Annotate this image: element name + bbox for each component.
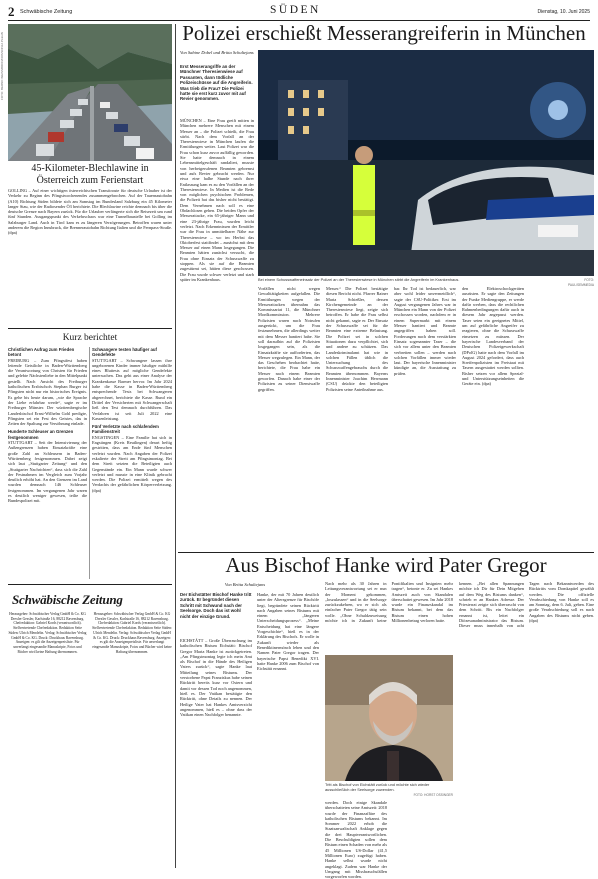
brief-title: Kurz berichtet [62,333,118,343]
brief-item-3-body: STUTTGART – Schwangere lassen ihre ungeborenen Kinder immer häufiger mithilfe eines Bluttests auf mögliche Gendefekte untersuchen. Das geht aus einer Analyse der Krankenkasse Barmer hervor. Im Jahr 2024 habe die Kasse in Baden-Württemberg entsprechende Tests bei Schwangeren abgerechnet, berichtete die Kasse. Rund ein Drittel der Versicherten mit Schwangerschaft ließ den Test demnach durchführen. Das Verfahren ist seit Juli 2022 eine Kassenleistung. [92,357,172,421]
bishop-photo-credit: FOTO: HORST OSSINGER [413,793,453,797]
bishop-col-4b [391,800,453,866]
police-photo-caption: Bei einem Schusswaffeneinsatz der Polizei an der Theresienwiese in München stirbt die Angreiferin im Krankenhaus. [258,277,460,282]
bishop-col-3-top: Nach mehr als 30 Jahren in Leitungsverantwortung sei er nun der Moment gekommen, „loszulassen“ und in die Seelsorge zurückzukehren, wo er sich als einfacher Pater Gregor tätig sein wolle. „Ohne Schuldzuweisung möchte ich in Zukunft keine Pontifikalien und Insignien mehr tragen“, betonte er. Zu sei Hankes Amtszeit auch von Skandalen überschattet gewesen. Im Jahr 2018 wurde ein Finanzskandal im Bistum bekannt, bei dem das Bistum einen hohen Millionenbetrag verloren hatte. [325,581,453,624]
bishop-lead: Der Eichstätter Bischof Hanke tritt zurück. Er begründet diesen Schritt mit Schwund nach der Seelsorge. Doch das ist wohl nicht der einzige Grund. [180,592,252,619]
bishop-body: EICHSTÄTT – Große Überraschung im katholischen Bistum Eichstätt: Bischof Gregor Maria Hanke ist zurückgetreten. „Am Pfingstmontag legte ich mein Amt als Bischof in die Hände des Heiligen Vaters zurück“, sagte Hanke laut Mitteilung seines Bistums. Der verstorbene Papst Franziskus habe seinen Rücktritt bereits kurz vor Ostern und damit vor dessen Tod noch angenommen, hieß es. Der Vatikan bestätigte den Rücktritt, ohne Details zu nennen. Der Heilige Vater hat Hankes Amtsverzicht angenommen, hieß es – ohne dass der Vatikan einen Nachfolger benannte. [180,638,252,718]
bishop-col-5: kennen. „Bei allen Spannungen möchte ich Dir für Dein Mitgehen auf dem Weg des Bistums danken“, schrieb er an Hankes Adresse. Der Priesterrat zeigte sich überrascht von dem Schritt. Bis ein Nachfolger ernannt ist, leitet ein Diözesanadministrator das Bistum. Dieser muss innerhalb von acht Tagen nach Bekanntwerden des Rücktritts vom Domkapitel gewählt werden. Die offizielle Verabschiedung von Hanke soll es am Sonntag, dem 6. Juli, geben. Eine große Verabschiedung soll es nach Angaben des Bistums nicht geben. (dpa) [459,581,594,629]
police-scene-image [258,50,594,276]
bishop-portrait-image [325,655,453,781]
brief-item-3-head: Schwangere testen häufiger auf Gendefekte [92,347,157,358]
brief-item-1-body: FREIBURG – Zum Pfingstfest haben leitende Geistliche in Baden-Württemberg die Verantwortung von Christen für Frieden und gelebte Nächstenliebe in den Mittelpunkt gestellt. Nach Ansicht des Freiburger katholischen Erzbischofs Stephan Burger ist Pfingsten nicht nur ein historisches Ereignis. Es gehe bis heute darum, „wie die Sprache der Liebe erfahrbar werde“, sagte er im Freiburger Münster. Der württembergische Landesbischof Ernst-Wilhelm Gohl predigte, Pfingsten sei ein Fest des Geistes, das in Zeiten der Spaltung zur Versöhnung einlade. [8,357,87,427]
brief-item-2-head: Hunderte Schleuser an Grenzen festgenommen [8,429,74,440]
police-col-4: Messer.“ Die Polizei bestätigte diesen Bericht nicht. Pfarrer Rainer Maria Schießler, dessen Kirchengemeinde an der Theresienwiese liegt, zeigte sich betroffen. Er habe die Frau selbst nicht gekannt, sagte er. Der Einsatz der Schusswaffe sei für die Beamten eine extreme Belastung. Die Polizei sei in solchen Situationen dazu verpflichtet, sich und andere zu schützen. Das Landeskriminalamt hat wie in solchen Fällen üblich die Untersuchung des Schusswaffengebrauchs durch die Beamten übernommen. Bayerns Innenminister Joachim Herrmann (CSU) drückte den beteiligten Polizisten seine Anteilnahme aus. [326,286,388,392]
brief-item-4-body: ENGSTINGEN – Eine Familie hat sich in Engstingen (Kreis Reutlingen) derart heftig gestritten, dass am Ende fünf Menschen verletzt wurden. Nach Angaben der Polizei eskalierte der Streit am Pfingstmontag. Bei dem Streit setzten die Beteiligten auch Gegenstände ein. Ein Mann wurde schwer verletzt und musste in eine Klinik gebracht werden. Die Polizei ermittelt wegen des Verdachts der gefährlichen Körperverletzung. (dpa) [92,434,172,493]
bishop-photo-caption: Tritt als Bischof von Eichstätt zurück und möchte sich wieder ausschließlich der Seelsorge zuwenden. [325,782,430,792]
brief-item-2-body: STUTTGART – Seit der Intensivierung der Außengrenzen haben Einsatzkräfte eine große Zahl an Schleusern in Baden-Württemberg festgenommen. Dabei zeigt sich laut „Stuttgarter Zeitung“ und den „Stuttgarter Nachrichten“, dass sich die Zahl der Festnahmen im Vergleich zum Vorjahr deutlich erhöht hat. An den Grenzen im Land wurden demnach 146 Schleuser festgenommen. Im vergangenen Jahr waren es deutlich weniger gewesen, teilte die Bundespolizei mit. [8,440,87,504]
imprint-text-left: Herausgeber: Schwäbischer Verlag GmbH & Co. KG Drexler Gessler, Karlstraße 16, 88212 Ravensburg. Chefredaktion: Gabriel Kords (verantwortlich). Stellvertretende Chefredaktion. Redaktion Seite Süden: Ulrich Mendelin. Verlag: Schwäbischer Verlag GmbH & Co. KG. Druck: Druckhaus Ravensburg. Anzeigen: es gilt die Anzeigenpreisliste. Für unverlangt eingesandte Manuskripte, Fotos und Bücher wird keine Haftung übernommen. [8,612,87,654]
brief-rule-top [8,328,172,329]
traffic-body: GOLLING – Auf einer wichtigen österreichischen Transitroute für deutsche Urlauber ist der Verkehr zu Beginn des Pfingstwochenendes zusammengebrochen. Auf der Tauernautobahn (A10) Richtung Süden bildete sich am Samstag im Bundesland Salzburg ein 45 Kilometer langer Stau, wie der Radiosender Ö3 berichtete. Die Blechlawine reichte demnach bis über die deutsche Grenze nach Bayern zurück. Für die Urlauber verlängerte sich die Reisezeit um rund fünf Stunden. Ausgangspunkt des Verkehrschaos war eine Tunnelbaustelle bei Golling im Salzburger Land. Auch in Tirol kam es zu längeren Verzögerungen. Betroffen waren unter anderem die Region Innsbruck, die Brennerautobahn Richtung Italien und die Fernpass-Straße. (dpa) [8,188,172,236]
bishop-col-4: werden. Doch einige Skandale überschatteten seine Amtszeit: 2018 wurde der Finanzaffäre des katholischen Bistums bekannt. Im Sommer 2022 erhob die Staatsanwaltschaft Anklage gegen die drei Hauptverantwortlichen. Die Beschuldigten sollen dem Bistum einen Schaden von mehr als 45 Millionen US-Dollar (41,5 Millionen Euro) zugefügt haben. Hanke selbst wurde nicht angeklagt. Zudem war Hanke der Umgang mit Missbrauchsfällen vorgeworfen worden. [325,800,387,879]
brief-item-4-head: Fünf Verletzte nach schlafendem Familienstreit [92,424,159,435]
imprint-logo: Schwäbische Zeitung [12,592,123,607]
police-col-6: den Elektroschockgeräten ausrüsten. Er sagte den Zeitungen der Funke Mediengruppe, er werde dafür werben, dass die rechtlichen Rahmenbedingungen dafür auch in diesem Jahr angepasst werden. Taser seien ein geeignetes Mittel, um auf gefährliche Angreifer zu reagieren, ohne die Schusswaffe einsetzen zu müssen. Der bayerische Landesverband der Deutschen Polizeigewerkschaft (DPolG) hatte nach dem Vorfall im August 2024 gefordert, dass auch Streifenpolizisten im Freistaat mit Tasern ausgestattet werden sollten. Bisher setzen vor allem Spezial- und Unterstützungseinheiten die Geräte ein. (dpa) [462,286,524,387]
police-col-5: bar. Ihr Tod ist bedauerlich, war aber wohl leider unvermeidlich“, sagte der CSU-Politiker. Erst im August vergangenen Jahres war in München ein Mann von der Polizei erschossen worden, nachdem er in einem Supermarkt mit einem Messer hantiert und Beamte angegriffen haben soll. Forderungen nach dem verstärkten Einsatz sogenannter Taser – die sich vor allem unter den Beamten verbreiten sollen – werden nach solchen Vorfällen immer wieder laut. Der bayerische Innenminister kündigte an, die Ausstattung zu prüfen. [394,286,456,376]
police-headline: Polizei erschießt Messerangreiferin in München [182,21,586,45]
police-col-7 [530,286,594,548]
main-column-divider [175,24,176,868]
traffic-jam-image [8,24,172,161]
section-title: SÜDEN [270,4,321,16]
bishop-byline: Von Britta Schultejans [224,582,266,587]
brief-column-divider [89,347,90,579]
paper-name: Schwäbische Zeitung [20,9,73,15]
traffic-jam-photo [8,24,172,161]
imprint-text-right: Herausgeber: Schwäbischer Verlag GmbH & Co. KG Drexler Gessler, Karlstraße 16, 88212 Ravensburg. Chefredaktion: Gabriel Kords (verantwortlich). Stellvertretende Chefredaktion. Redaktion Seite Süden: Ulrich Mendelin. Verlag: Schwäbischer Verlag GmbH & Co. KG. Druck: Druckhaus Ravensburg. Anzeigen: es gilt die Anzeigenpreisliste. Für unverlangt eingesandte Manuskripte, Fotos und Bücher wird keine Haftung übernommen. [92,612,172,654]
left-photo-credit: FOTO: BERND WEISSBROD/DPA/SONJA PLEHN [0,32,4,100]
brief-col-1 [8,347,87,580]
police-body: MÜNCHEN – Eine Frau greift mitten in München mehrere Menschen mit einem Messer an – die Polizei schießt, die Frau stirbt. Nach dem Vorfall an der Theresienwiese in München laufen die Ermittlungen weiter. Laut Polizei war die Frau schon kurz zuvor auffällig geworden. Sie hatte demnach in einem Lebensmittelgeschäft randaliert, musste von herbeigerufenen Beamten gebremst und aufs Revier gebracht werden. Nur etwa eine halbe Stunde nach ihrer Entlassung kam es zu den Vorfällen an der Theresienwiese. In Medien ist die Rede von möglichen psychischen Problemen, die Polizeit hat das bisher nicht bestätigt. Dem Vernehmen nach soll es eine Obdachlosen gehen. Die beiden Opfer der Messerattacke, ein 65-jähriger Mann und eine 23-jährige Frau, wurden leicht verletzt. Nach Erkenntnissen der Ermittler war die Frau in unmittelbarer Nähe zur Theresienwiese – wo im Herbst das Oktoberfest stattfindet – zunächst mit dem Messer auf einen Mann losgegangen. Die Beamten hätten zunächst versucht, die Frau ohne Einsatz der Schusswaffe zu stoppen. Als sie auf die Beamten zugestürmt sei, hätten diese geschossen. Die Frau wurde schwer verletzt und starb später im Krankenhaus. [180,118,254,282]
police-photo [258,50,594,276]
imprint-rule [8,584,172,585]
brief-item-1-head: Christlichen Aufrag zum Frieden betont [8,347,75,358]
issue-date: Dienstag, 10. Juni 2025 [537,9,590,15]
bishop-photo [325,655,453,781]
bishop-col-2: Hanke, der mit 70 Jahren deutlich unter der Altersgrenze für Bischöfe liegt, begründete seinen Rücktritt nach Angaben seines Bistums mit einem „längeren Unterscheidungsprozess“. „Meine Entscheidung hat eine längere Vorgeschichte“, hieß es in der Erklärung des Bischofs. Er wolle in Zukunft wieder als Benediktinermönch leben und den Namen Pater Gregor tragen. Der bayerische Papst Benedikt XVI. hatte Hanke 2006 zum Bischof von Eichstätt ernannt. [257,592,319,672]
police-lead: Erst Messerangriffe an der Münchner Theresienwiese auf Passanten, dann tödliche Polizeischüsse auf die Angreiferin. Was trieb die Frau? Die Polizei hatte sie erst kurz zuvor mit auf Revier genommen. [180,64,253,102]
page-number: 2 [8,4,15,19]
police-byline: Von Sabine Dobel und Britta Schultejans [180,50,254,55]
police-col-3: Vorfällen nicht wegen Gewalttätigkeiten aufgefallen. Die Ermittlungen wegen der Messerattacken übernahm das Kommissariat 11, die Münchner Mordkommission. Mehrere Polizisten waren nach Notrufen ausgerückt, um die Frau festzunehmen, die allerdings weiter mit dem Messer hantiert habe. Sie soll daraufhin auf die Polizisten losgegangen sein, als die Einsatzkräfte sie aufforderten, das Messer wegzulegen. Ein Mann, der das Geschehen beobachtet hatte, berichtete, die Frau habe ein Messer nach einem Beamten geworfen. Danach habe einer der Polizisten zu seiner Dienstwaffe gegriffen. [258,286,320,392]
bishop-headline: Aus Bischof Hanke wird Pater Gregor [225,553,547,577]
traffic-headline: 45-Kilometer-Blechlawine in Österreich zum Ferienstart [31,163,149,186]
police-photo-credit: FOTO: PAUL/SEMMEDIA [568,278,594,287]
brief-col-2 [92,347,172,580]
